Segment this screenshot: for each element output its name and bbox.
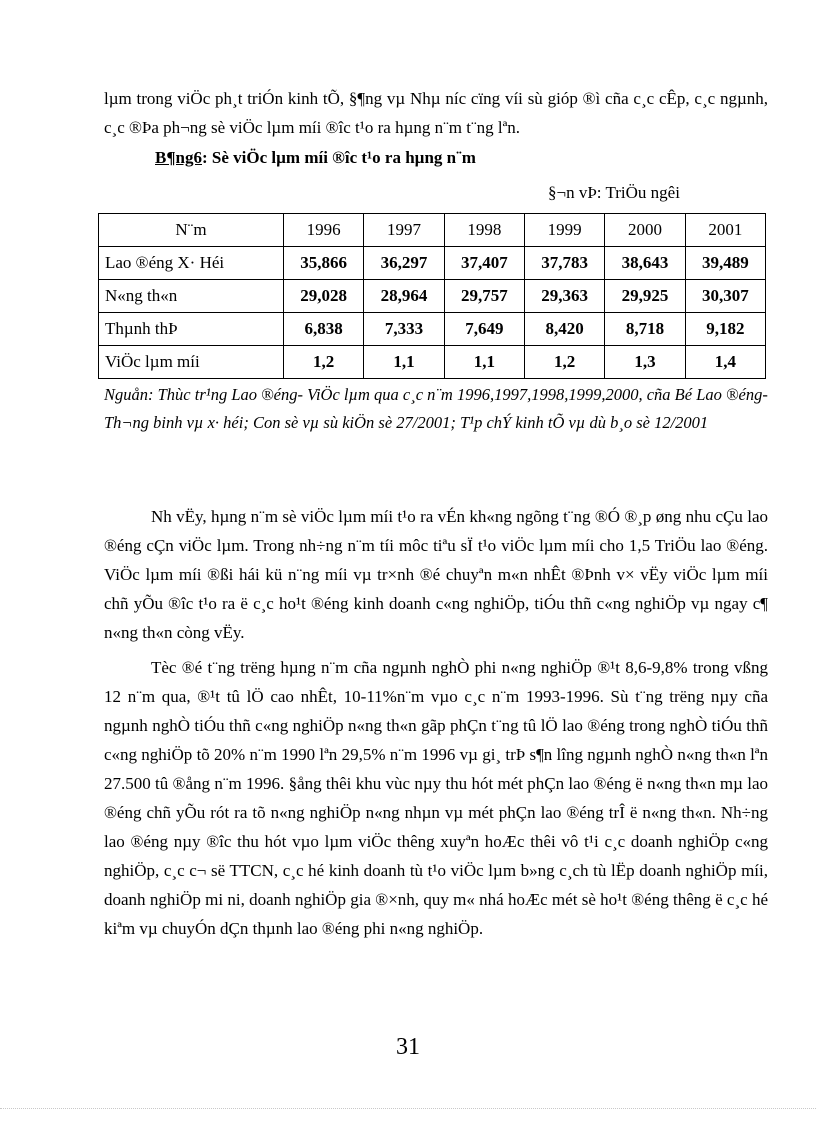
body-paragraph: Nh vËy, hµng n¨m sè viÖc lµm míi t¹o ra vÉn kh«ng ngõng t¨ng ®Ó ®¸p øng nhu cÇu lao ®éng cÇn viÖc lµm. Trong nh÷ng n¨m tíi môc tiªu sÏ t¹o viÖc lµm míi cho 1,5 TriÖu lao ®éng. ViÖc lµm míi ®ßi hái kü n¨ng míi vµ tr×nh ®é chuyªn m«n nhÊt ®Þnh v× vËy viÖc lµm míi chñ yÕu ®îc t¹o ra ë c¸c ho¹t ®éng kinh doanh c«ng nghiÖp, tiÓu thñ c«ng nghiÖp vµ ngay c¶ n«ng th«n còng vËy. xyxy=(104,507,768,642)
table-cell: 1,2 xyxy=(524,346,604,379)
employment-table xyxy=(98,213,766,379)
table-caption xyxy=(155,148,476,168)
table-row xyxy=(99,346,766,379)
table-unit: §¬n vÞ: TriÖu ngêi xyxy=(548,183,680,202)
page-bottom-divider xyxy=(0,1108,816,1109)
row-label: N«ng th«n xyxy=(99,280,284,313)
table-header-year: 1998 xyxy=(444,214,524,247)
table-cell: 8,718 xyxy=(605,313,685,346)
table-header-label: N¨m xyxy=(99,214,284,247)
table-body xyxy=(99,214,766,379)
table-header-row xyxy=(99,214,766,247)
table-cell: 38,643 xyxy=(605,247,685,280)
table-caption-title: : Sè viÖc lµm míi ®îc t¹o ra hµng n¨m xyxy=(201,148,476,167)
row-label: Lao ®éng X· Héi xyxy=(99,247,284,280)
table-cell: 1,4 xyxy=(685,346,765,379)
table-cell: 30,307 xyxy=(685,280,765,313)
table-header-year: 1996 xyxy=(284,214,364,247)
table-cell: 29,028 xyxy=(284,280,364,313)
table-header-year: 1997 xyxy=(364,214,444,247)
table-cell: 39,489 xyxy=(685,247,765,280)
table-cell: 37,783 xyxy=(524,247,604,280)
table-cell: 7,333 xyxy=(364,313,444,346)
table-source-note: Nguån: Thùc tr¹ng Lao ®éng- ViÖc lµm qua c¸c n¨m 1996,1997,1998,1999,2000, cña Bé Lao ®éng-Th¬ng binh vµ x· héi; Con sè vµ sù kiÖn sè 27/2001; T¹p chÝ kinh tÕ vµ dù b¸o sè 12/2001 xyxy=(104,385,768,432)
table-cell: 8,420 xyxy=(524,313,604,346)
table-header-year: 2000 xyxy=(605,214,685,247)
table-cell: 29,757 xyxy=(444,280,524,313)
table-caption-label: B¶ng6 xyxy=(155,148,202,167)
table-cell: 37,407 xyxy=(444,247,524,280)
table-row xyxy=(99,247,766,280)
row-label: ViÖc lµm míi xyxy=(99,346,284,379)
table-cell: 29,925 xyxy=(605,280,685,313)
table-cell: 35,866 xyxy=(284,247,364,280)
table-row xyxy=(99,313,766,346)
table-header-year: 2001 xyxy=(685,214,765,247)
table-cell: 1,3 xyxy=(605,346,685,379)
intro-paragraph: lµm trong viÖc ph¸t triÓn kinh tÕ, §¶ng vµ Nhµ níc cïng víi sù gióp ®ì cña c¸c cÊp, c¸c ngµnh, c¸c ®Þa ph¬ng sè viÖc lµm míi ®îc t¹o ra hµng n¨m t¨ng lªn. xyxy=(104,89,768,137)
table-cell: 29,363 xyxy=(524,280,604,313)
table-cell: 7,649 xyxy=(444,313,524,346)
table-cell: 1,1 xyxy=(364,346,444,379)
table-header-year: 1999 xyxy=(524,214,604,247)
body-paragraph: Tèc ®é t¨ng trëng hµng n¨m cña ngµnh nghÒ phi n«ng nghiÖp ®¹t 8,6-9,8% trong vßng 12 n¨m qua, ®¹t tû lÖ cao nhÊt, 10-11%n¨m vµo c¸c n¨m 1993-1996. Sù t¨ng trëng nµy cña ngµnh nghÒ tiÓu thñ c«ng nghiÖp n«ng th«n gãp phÇn t¨ng tû lÖ lao ®éng trong nghÒ tiÓu thñ c«ng nghiÖp tõ 20% n¨m 1990 lªn 29,5% n¨m 1996 vµ gi¸ trÞ s¶n lîng ngµnh nghÒ n«ng th«n lªn 27.500 tû ®ång n¨m 1996. §ång thêi khu vùc nµy thu hót mét phÇn lao ®éng ë n«ng th«n mµ lao ®éng chñ yÕu rót ra tõ n«ng nghiÖp n«ng nhµn vµ mét phÇn lao ®éng trÎ ë n«ng th«n. Nh÷ng lao ®éng nµy ®îc thu hót vµo lµm viÖc thêng xuyªn hoÆc thêi vô t¹i c¸c doanh nghiÖp c«ng nghiÖp, c¸c c¬ së TTCN, c¸c hé kinh doanh tù t¹o viÖc lµm b»ng c¸ch tù lËp doanh nghiÖp míi, doanh nghiÖp mi ni, doanh nghiÖp gia ®×nh, quy m« nhá hoÆc mét sè ho¹t ®éng thêng ë c¸c hé kiªm vµ chuyÓn dÇn thµnh lao ®éng phi n«ng nghiÖp. xyxy=(104,658,768,938)
table-cell: 28,964 xyxy=(364,280,444,313)
table-cell: 1,2 xyxy=(284,346,364,379)
table-cell: 1,1 xyxy=(444,346,524,379)
table-cell: 9,182 xyxy=(685,313,765,346)
row-label: Thµnh thÞ xyxy=(99,313,284,346)
page-number: 31 xyxy=(396,1034,420,1060)
table-row xyxy=(99,280,766,313)
table-cell: 36,297 xyxy=(364,247,444,280)
table-cell: 6,838 xyxy=(284,313,364,346)
